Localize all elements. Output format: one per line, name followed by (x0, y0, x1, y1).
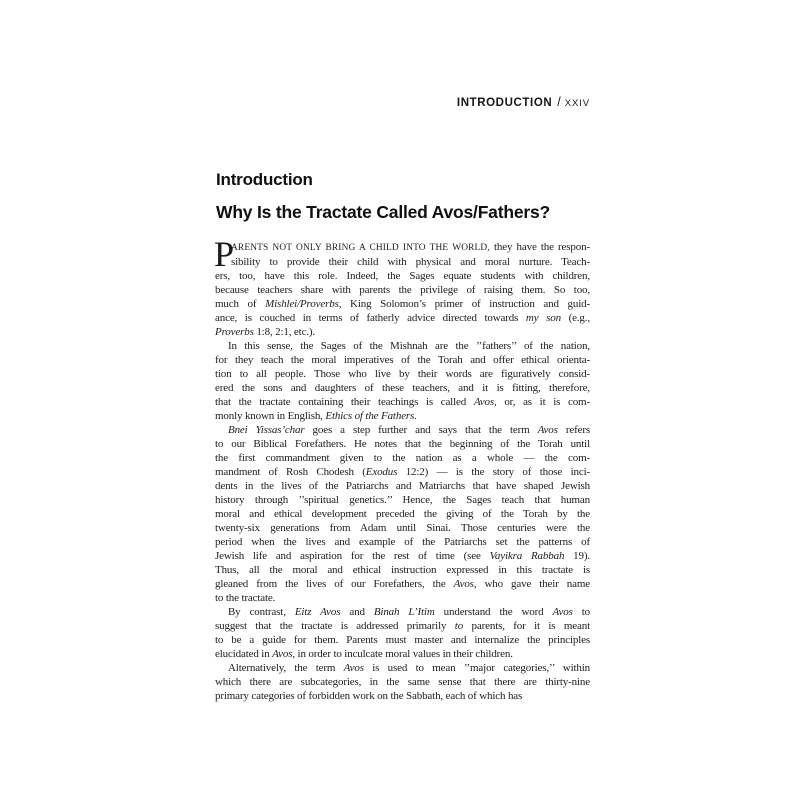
text-line: tion to all people. Those who live by their words are figuratively consid- (215, 368, 590, 380)
text-line: which there are subcategories, in the same sense that there are thirty-nine (215, 676, 590, 688)
text-line: sibility to provide their child with physical and moral nurture. Teach- (231, 256, 590, 268)
text-line: gleaned from the lives of our Forefathers, the Avos, who gave their name (215, 578, 590, 590)
drop-cap: P (214, 234, 234, 274)
text-line: mandment of Rosh Chodesh (Exodus 12:2) — is the story of those inci- (215, 466, 590, 478)
text-line: monly known in English, Ethics of the Fathers. (215, 410, 417, 422)
running-header-section: INTRODUCTION (456, 97, 553, 109)
text-line: ance, is couched in terms of fatherly advice directed towards my son (e.g., (215, 312, 590, 324)
text-line: the first commandment given to the nation as a whole — the com- (215, 452, 590, 464)
section-kicker: Introduction (216, 170, 313, 189)
text-line: ers, too, have this role. Indeed, the Sages equate students with children, (215, 270, 590, 282)
text-line: primary categories of forbidden work on the Sabbath, each of which has (215, 690, 523, 702)
paragraph (215, 423, 590, 605)
text-line: By contrast, Eitz Avos and Binah L’Itim understand the word Avos to (228, 606, 590, 618)
text-line: ARENTS NOT ONLY BRING A CHILD INTO THE WORLD, they have the respon- (231, 241, 590, 253)
page-title: Why Is the Tractate Called Avos/Fathers? (216, 202, 550, 222)
body-text (214, 234, 591, 703)
text-line: to be a guide for them. Parents must master and internalize the principles (215, 634, 590, 646)
text-line: Thus, all the moral and ethical instruction expressed in this tractate is (215, 564, 590, 576)
text-line: because teachers share with parents the privilege of raising them. So too, (215, 284, 590, 296)
text-line: ered the sons and daughters of these teachers, and it is fitting, therefore, (215, 382, 590, 394)
text-line: Bnei Yissas’char goes a step further and says that the term Avos refers (228, 424, 590, 436)
paragraph (214, 234, 591, 339)
text-line: suggest that the tractate is addressed primarily to parents, for it is meant (215, 620, 590, 632)
paragraph (215, 605, 590, 661)
text-line: moral and ethical development preceded the giving of the Torah by the (215, 508, 590, 520)
text-line: Jewish life and aspiration for the rest of time (see Vayikra Rabbah 19). (215, 550, 590, 562)
text-line: Alternatively, the term Avos is used to mean ’’major categories,’’ within (228, 662, 590, 674)
text-line: Proverbs 1:8, 2:1, etc.). (215, 326, 316, 338)
text-line: much of Mishlei/Proverbs, King Solomon’s primer of instruction and guid- (215, 298, 591, 310)
text-line: period when the lives and example of the Patriarchs set the patterns of (215, 536, 590, 548)
running-header-separator: / (557, 95, 561, 109)
text-line: history through ’’spiritual genetics.’’ Hence, the Sages teach that human (215, 494, 590, 506)
running-header (215, 93, 590, 111)
paragraph (215, 661, 590, 703)
text-line: twenty-six generations from Adam until Sinai. Those centuries were the (215, 522, 590, 534)
text-line: to our Biblical Forefathers. He notes that the beginning of the Torah until (215, 438, 590, 450)
text-line: to the tractate. (215, 592, 276, 604)
page-number: XXIV (564, 98, 590, 109)
text-line: for they teach the moral imperatives of the Torah and offer ethical orienta- (215, 354, 590, 366)
text-line: dents in the lives of the Patriarchs and Matriarchs that have shaped Jewish (215, 480, 590, 492)
text-line: that the tractate containing their teachings is called Avos, or, as it is com- (215, 396, 590, 408)
text-line: elucidated in Avos, in order to inculcate moral values in their children. (215, 648, 513, 660)
text-line: In this sense, the Sages of the Mishnah are the ’’fathers’’ of the nation, (228, 340, 590, 352)
paragraph (215, 339, 590, 423)
